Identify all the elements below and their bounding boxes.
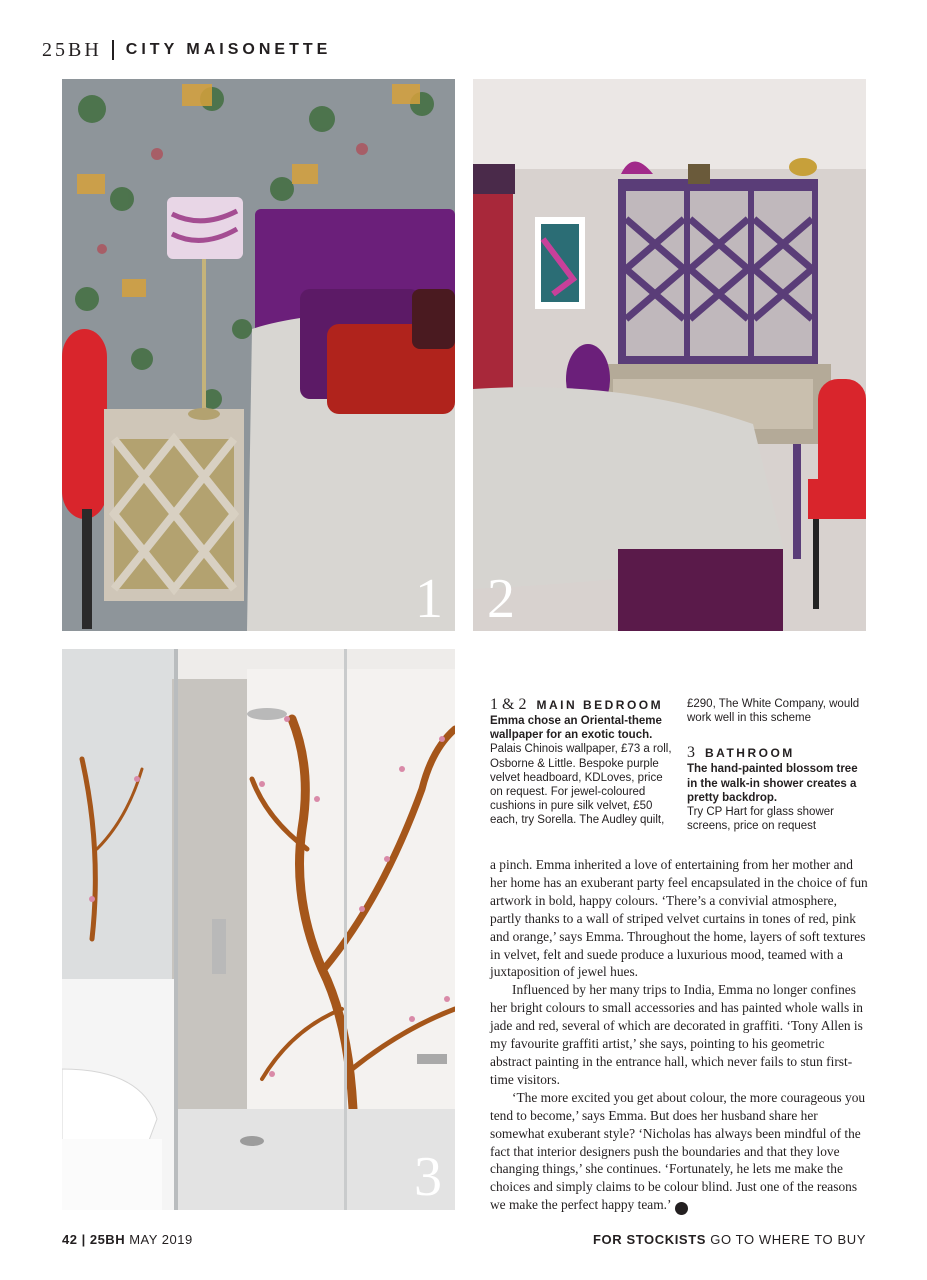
page-folio: [62, 1232, 193, 1247]
caption-number: 3: [687, 744, 695, 762]
caption-label: MAIN BEDROOM: [536, 698, 664, 712]
page-number: 42: [62, 1232, 78, 1247]
section-title: CITY MAISONETTE: [125, 41, 332, 58]
folio-brand: 25BH: [89, 1232, 126, 1247]
caption-text: Palais Chinois wallpaper, £73 a roll, Osborne & Little. Bespoke purple velvet headboard, KDLoves, price on request. For jewel-coloured cushions in pure silk velvet, £50 each, try Sorella. The Audley quilt,: [490, 743, 672, 827]
body-paragraph: Influenced by her many trips to India, Emma no longer confines her bright colours to small accessories and has painted whole walls in jade and red, several of which are decorated in graffiti. ‘Tony Allen is my favourite graffiti artist,’ she says, pointing to his geometric abstract painting in the entrance hall, which never fails to stun first-time visitors.: [490, 982, 863, 1087]
caption-column-right: [687, 697, 869, 833]
body-paragraph-text: ‘The more excited you get about colour, the more courageous you tend to become,’ says Emma. But does her husband share her somewhat exuberant style? ‘Nicholas has always been mindful of the fact that interior designers push the boundaries and that they love changing things,’ she continues. ‘Fortunately, he lets me make the choices and simply claims to be colour blind. Just one of the reasons we make the perfect happy team.’: [490, 1089, 866, 1213]
caption-label: BATHROOM: [705, 746, 795, 761]
folio-issue: MAY 2019: [129, 1232, 193, 1247]
caption-text: Try CP Hart for glass shower screens, price on request: [687, 806, 834, 833]
caption-lead: Emma chose an Oriental-theme wallpaper for an exotic touch.: [490, 715, 662, 742]
photo-number-1: 1: [415, 568, 443, 630]
caption-main-bedroom: [490, 697, 676, 828]
photo-main-bedroom-headboard: [62, 79, 455, 631]
stockists-note: [593, 1232, 866, 1247]
stockists-rest: GO TO WHERE TO BUY: [710, 1232, 866, 1247]
magazine-brand: 25BH: [42, 38, 102, 61]
folio-divider: |: [81, 1232, 90, 1247]
photo-number-2: 2: [487, 568, 515, 630]
photo-number-3: 3: [414, 1146, 442, 1208]
body-paragraph: a pinch. Emma inherited a love of entertaining from her mother and her home has an exuberant party feel encapsulated in the choice of fun artwork in bold, happy colours. ‘There’s a convivial atmosphere, partly thanks to a wall of striped velvet curtains in tones of red, pink and orange,’ says Emma. Throughout the home, layers of soft textures in velvet, felt and suede produce a luxurious mood, teamed with a juxtaposition of jewel hues.: [490, 857, 868, 980]
running-header: [42, 38, 331, 62]
article-body: [490, 856, 868, 1215]
header-divider: [112, 40, 114, 60]
end-mark-icon: 25: [675, 1202, 688, 1215]
body-paragraph-final: [490, 1089, 868, 1215]
stockists-bold: FOR STOCKISTS: [593, 1232, 707, 1247]
photo-main-bedroom-cabinet: [473, 79, 866, 631]
photo-bathroom-shower: [62, 649, 455, 1210]
caption-continued: £290, The White Company, would work well in this scheme: [687, 698, 860, 725]
caption-lead: The hand-painted blossom tree in the walk-in shower creates a pretty backdrop.: [687, 763, 858, 804]
caption-number: 1 & 2: [490, 696, 527, 713]
